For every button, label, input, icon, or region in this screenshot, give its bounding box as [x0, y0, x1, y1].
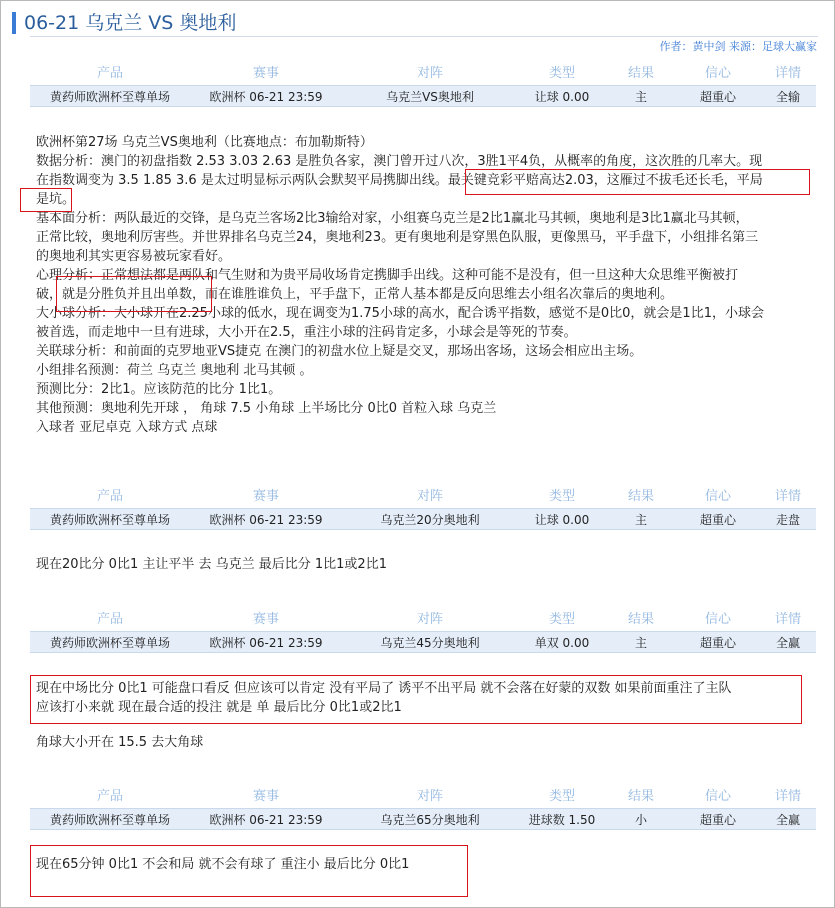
cell-result: 主	[634, 635, 647, 650]
analysis-line: 的奥地利其实更容易被玩家看好。	[36, 249, 232, 264]
title-accent-bar	[12, 12, 16, 34]
col-event: 赛事	[252, 65, 279, 81]
col-confidence: 信心	[704, 65, 731, 81]
cell-match: 乌克兰VS奥地利	[386, 89, 474, 104]
note-line: 应该打小来就 现在最合适的投注 就是 单 最后比分 0比1或2比1	[36, 700, 402, 715]
col-result: 结果	[627, 65, 654, 81]
col-product: 产品	[96, 65, 123, 81]
col-event: 赛事	[252, 488, 279, 504]
col-type: 类型	[548, 788, 575, 804]
cell-confidence: 超重心	[699, 89, 736, 104]
cell-result: 主	[634, 512, 647, 527]
highlight-box	[56, 276, 212, 312]
col-product: 产品	[96, 788, 123, 804]
table-row	[30, 508, 816, 530]
col-result: 结果	[627, 611, 654, 627]
analysis-line: 其他预测：奥地利先开球 ， 角球 7.5 小角球 上半场比分 0比0 首粒入球 乌克兰	[36, 401, 497, 416]
col-type: 类型	[548, 65, 575, 81]
col-detail: 详情	[774, 611, 801, 627]
col-detail: 详情	[774, 65, 801, 81]
note-corner: 角球大小开在 15.5 去大角球	[36, 735, 204, 750]
col-detail: 详情	[774, 488, 801, 504]
col-confidence: 信心	[704, 611, 731, 627]
analysis-line: 数据分析：澳门的初盘指数 2.53 3.03 2.63 是胜负各家，澳门曾开过八次，3胜1平4负，从概率的角度，这次胜的几率大。现	[36, 154, 763, 169]
cell-type: 单双 0.00	[534, 635, 590, 650]
note-line: 现在中场比分 0比1 可能盘口看反 但应该可以肯定 没有平局了 诱平不出平局 就不会落在好蒙的双数 如果前面重注了主队	[36, 681, 732, 696]
table-header	[30, 780, 816, 808]
analysis-line: 是坑。	[36, 192, 76, 207]
cell-match: 乌克兰20分奥地利	[380, 512, 480, 527]
col-confidence: 信心	[704, 788, 731, 804]
analysis-line: 心理分析：正常想法都是两队和气生财和为贵平局收场肯定携脚手出线。这种可能不是没有，但一旦这种大众思维平衡被打	[36, 268, 739, 283]
table-header	[30, 603, 816, 631]
col-event: 赛事	[252, 611, 279, 627]
analysis-line: 正常比较，奥地利厉害些。并世界排名乌克兰24，奥地利23。更有奥地利是穿黑色队服，更像黑马，平手盘下，小组排名第三	[36, 230, 759, 245]
analysis-line: 小组排名预测：荷兰 乌克兰 奥地利 北马其顿 。	[36, 363, 313, 378]
note-65min: 现在65分钟 0比1 不会和局 就不会有球了 重注小 最后比分 0比1	[36, 857, 410, 872]
analysis-line: 关联球分析：和前面的克罗地亚VS捷克 在澳门的初盘水位上疑是交叉，那场出客场，这场会相应出主场。	[36, 344, 643, 359]
analysis-line: 入球者 亚尼卓克 入球方式 点球	[36, 420, 218, 435]
byline[interactable]: 作者：黄中剑 来源：足球大赢家	[659, 40, 817, 53]
cell-match: 乌克兰45分奥地利	[380, 635, 480, 650]
cell-type: 让球 0.00	[534, 512, 590, 527]
prediction-table-2	[30, 480, 816, 530]
cell-result: 主	[634, 89, 647, 104]
col-confidence: 信心	[704, 488, 731, 504]
col-match: 对阵	[416, 611, 443, 627]
col-match: 对阵	[416, 788, 443, 804]
cell-event: 欧洲杯 06-21 23:59	[209, 89, 323, 104]
table-row	[30, 85, 816, 107]
title-divider	[30, 36, 818, 37]
highlight-box	[20, 188, 72, 212]
analysis-line: 被首选，而走地中一旦有进球，大小开在2.5，重注小球的注码肯定多，小球会是等死的节奏。	[36, 325, 577, 340]
table-row	[30, 631, 816, 653]
note-20min: 现在20比分 0比1 主让平半 去 乌克兰 最后比分 1比1或2比1	[36, 557, 387, 572]
col-result: 结果	[627, 788, 654, 804]
cell-product: 黄药师欧洲杯至尊单场	[49, 812, 170, 827]
cell-event: 欧洲杯 06-21 23:59	[209, 512, 323, 527]
cell-product: 黄药师欧洲杯至尊单场	[49, 635, 170, 650]
table-header	[30, 480, 816, 508]
analysis-line: 大小球分析：大小球开在2.25小球的低水，现在调变为1.75小球的高水，配合诱平指数，感觉不是0比0，就会是1比1，小球会	[36, 306, 764, 321]
cell-confidence: 超重心	[699, 635, 736, 650]
cell-detail: 全赢	[775, 812, 800, 827]
col-type: 类型	[548, 488, 575, 504]
note-45min	[36, 679, 820, 717]
analysis-line: 在指数调变为 3.5 1.85 3.6 是太过明显标示两队会默契平局携脚出线。最关键竞彩平赔高达2.03，这雁过不拔毛还长毛，平局	[36, 173, 763, 188]
cell-type: 让球 0.00	[534, 89, 590, 104]
col-match: 对阵	[416, 488, 443, 504]
cell-confidence: 超重心	[699, 812, 736, 827]
col-match: 对阵	[416, 65, 443, 81]
analysis-line: 欧洲杯第27场 乌克兰VS奥地利（比赛地点：布加勒斯特）	[36, 135, 373, 150]
analysis-line: 预测比分：2比1。应该防范的比分 1比1。	[36, 382, 282, 397]
prediction-table-3	[30, 603, 816, 653]
col-product: 产品	[96, 611, 123, 627]
cell-event: 欧洲杯 06-21 23:59	[209, 635, 323, 650]
prediction-table-4	[30, 780, 816, 830]
table-row	[30, 808, 816, 830]
cell-match: 乌克兰65分奥地利	[380, 812, 480, 827]
cell-product: 黄药师欧洲杯至尊单场	[49, 89, 170, 104]
table-header	[30, 57, 816, 85]
cell-confidence: 超重心	[699, 512, 736, 527]
cell-product: 黄药师欧洲杯至尊单场	[49, 512, 170, 527]
cell-type: 进球数 1.50	[528, 812, 596, 827]
highlight-box	[465, 169, 810, 195]
analysis-line: 基本面分析：两队最近的交锋，是乌克兰客场2比3输给对家，小组赛乌克兰是2比1赢北马其顿，奥地利是3比1赢北马其顿，	[36, 211, 749, 226]
cell-event: 欧洲杯 06-21 23:59	[209, 812, 323, 827]
prediction-table-1	[30, 57, 816, 107]
col-result: 结果	[627, 488, 654, 504]
cell-result: 小	[634, 812, 647, 827]
col-detail: 详情	[774, 788, 801, 804]
col-event: 赛事	[252, 788, 279, 804]
cell-detail: 全赢	[775, 635, 800, 650]
col-product: 产品	[96, 488, 123, 504]
cell-detail: 走盘	[775, 512, 800, 527]
page-title: 06-21 乌克兰 VS 奥地利	[24, 12, 237, 34]
analysis-line: 破，就是分胜负并且出单数，而在谁胜谁负上，平手盘下，正常人基本都是反向思维去小组名次靠后的奥地利。	[36, 287, 674, 302]
cell-detail: 全输	[775, 89, 800, 104]
col-type: 类型	[548, 611, 575, 627]
